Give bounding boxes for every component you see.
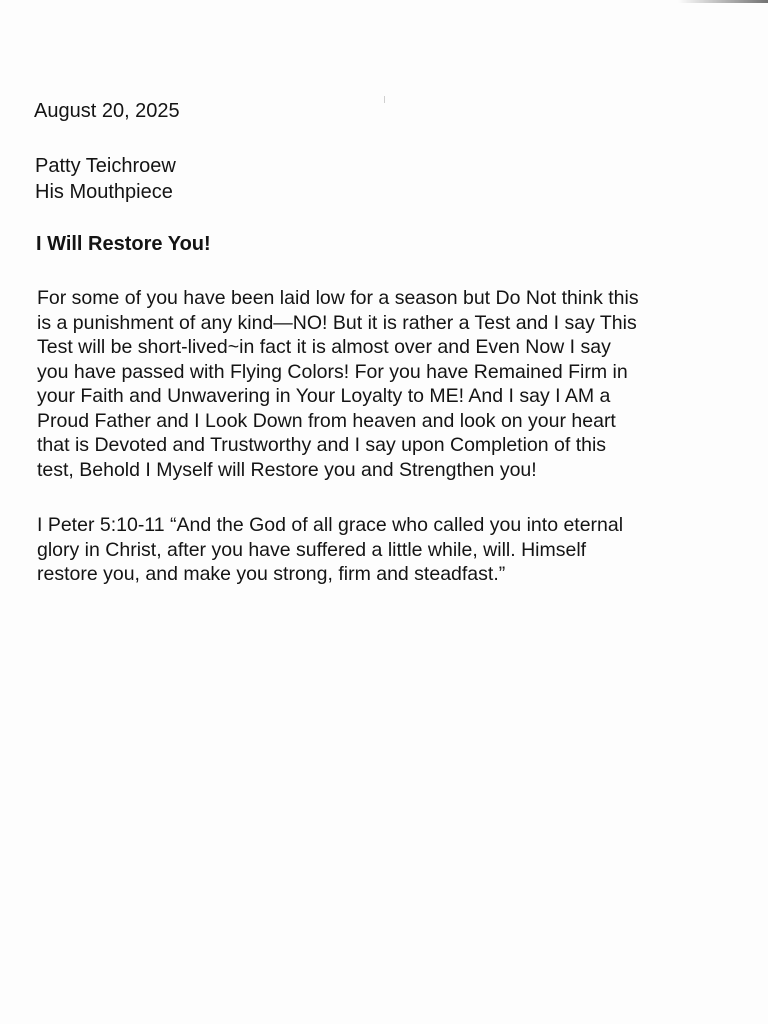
author-role: His Mouthpiece — [35, 181, 173, 203]
message-paragraph — [37, 286, 747, 482]
message-line: Test will be short-lived~in fact it is almost over and Even Now I say — [37, 336, 611, 358]
message-line: Proud Father and I Look Down from heaven and look on your heart — [37, 409, 616, 432]
document-date: August 20, 2025 — [34, 100, 180, 122]
scripture-line: I Peter 5:10-11 “And the God of all grace who called you into eternal — [37, 514, 624, 536]
scripture-line: glory in Christ, after you have suffered a little while, will. Himself — [37, 538, 587, 561]
scripture-line: restore you, and make you strong, firm and steadfast.” — [37, 563, 506, 585]
document-title: I Will Restore You! — [36, 233, 211, 255]
scripture-paragraph — [37, 513, 747, 587]
author-name: Patty Teichroew — [35, 155, 176, 177]
message-line: test, Behold I Myself will Restore you and Strengthen you! — [37, 458, 537, 481]
paper-speck — [384, 96, 385, 103]
message-line: your Faith and Unwavering in Your Loyalty to ME! And I say I AM a — [37, 385, 611, 407]
page-edge-shadow — [678, 0, 768, 3]
message-line: For some of you have been laid low for a season but Do Not think this — [37, 287, 639, 309]
message-line: is a punishment of any kind—NO! But it is rather a Test and I say This — [37, 311, 637, 334]
message-line: that is Devoted and Trustworthy and I say upon Completion of this — [37, 434, 607, 456]
author-block — [35, 153, 176, 205]
message-line: you have passed with Flying Colors! For you have Remained Firm in — [37, 360, 628, 383]
